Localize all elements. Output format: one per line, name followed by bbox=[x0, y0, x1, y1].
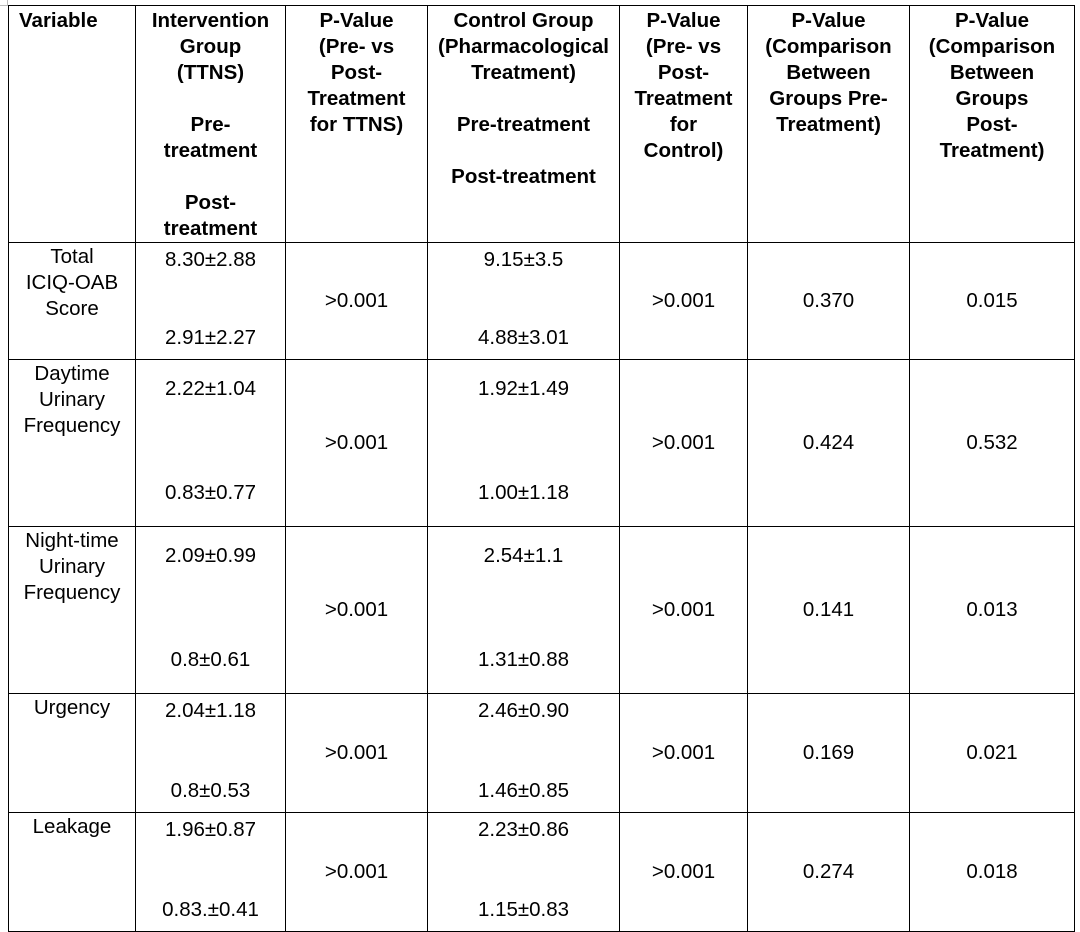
cell-intervention-values bbox=[136, 527, 286, 694]
control-pre: 2.23±0.86 bbox=[477, 818, 570, 841]
cell-variable: Leakage bbox=[9, 813, 136, 932]
cell-intervention-values bbox=[136, 360, 286, 527]
cell-control-values bbox=[428, 243, 620, 360]
cell-p-ttns: >0.001 bbox=[286, 694, 428, 813]
cell-p-ttns: >0.001 bbox=[286, 813, 428, 932]
control-post: 1.00±1.18 bbox=[477, 481, 570, 504]
intervention-post: 0.8±0.61 bbox=[170, 648, 251, 671]
cell-p-between-pre: 0.169 bbox=[748, 694, 910, 813]
cell-intervention-values bbox=[136, 243, 286, 360]
control-pre: 1.92±1.49 bbox=[477, 377, 570, 400]
results-table bbox=[8, 5, 1075, 932]
cell-variable: Total ICIQ-OAB Score bbox=[9, 243, 136, 360]
cell-p-between-pre: 0.370 bbox=[748, 243, 910, 360]
header-p-value-control: P-Value (Pre- vs Post- Treatment for Control) bbox=[620, 6, 748, 243]
cell-p-between-post: 0.532 bbox=[910, 360, 1075, 527]
control-pre: 2.54±1.1 bbox=[483, 544, 564, 567]
header-p-value-ttns: P-Value (Pre- vs Post- Treatment for TTNS) bbox=[286, 6, 428, 243]
table-row bbox=[9, 694, 1075, 813]
cell-p-between-post: 0.021 bbox=[910, 694, 1075, 813]
header-p-value-between-post: P-Value (Comparison Between Groups Post- Treatment) bbox=[910, 6, 1075, 243]
table-row bbox=[9, 527, 1075, 694]
cell-p-control: >0.001 bbox=[620, 813, 748, 932]
cell-control-values bbox=[428, 813, 620, 932]
control-pre: 9.15±3.5 bbox=[483, 248, 564, 271]
cell-p-ttns: >0.001 bbox=[286, 360, 428, 527]
cell-control-values bbox=[428, 694, 620, 813]
intervention-post: 0.83.±0.41 bbox=[162, 898, 259, 921]
cell-p-between-post: 0.013 bbox=[910, 527, 1075, 694]
intervention-pre: 2.22±1.04 bbox=[164, 377, 257, 400]
intervention-pre: 2.04±1.18 bbox=[164, 699, 257, 722]
cell-intervention-values bbox=[136, 694, 286, 813]
cell-variable: Night-time Urinary Frequency bbox=[9, 527, 136, 694]
cell-p-ttns: >0.001 bbox=[286, 527, 428, 694]
cell-p-between-post: 0.018 bbox=[910, 813, 1075, 932]
control-post: 1.15±0.83 bbox=[477, 898, 570, 921]
intervention-post: 2.91±2.27 bbox=[164, 326, 257, 349]
header-variable: Variable bbox=[9, 6, 136, 243]
cell-p-between-post: 0.015 bbox=[910, 243, 1075, 360]
header-intervention-group: Intervention Group (TTNS) Pre- treatment Post- treatment bbox=[136, 6, 286, 243]
table-row bbox=[9, 360, 1075, 527]
cell-p-control: >0.001 bbox=[620, 360, 748, 527]
cell-control-values bbox=[428, 527, 620, 694]
cell-p-between-pre: 0.274 bbox=[748, 813, 910, 932]
table-row bbox=[9, 243, 1075, 360]
intervention-post: 0.83±0.77 bbox=[164, 481, 257, 504]
header-p-value-between-pre: P-Value (Comparison Between Groups Pre- Treatment) bbox=[748, 6, 910, 243]
header-row bbox=[9, 6, 1075, 243]
control-post: 4.88±3.01 bbox=[477, 326, 570, 349]
cell-p-control: >0.001 bbox=[620, 527, 748, 694]
cell-control-values bbox=[428, 360, 620, 527]
cell-p-ttns: >0.001 bbox=[286, 243, 428, 360]
control-pre: 2.46±0.90 bbox=[477, 699, 570, 722]
intervention-pre: 1.96±0.87 bbox=[164, 818, 257, 841]
cell-p-control: >0.001 bbox=[620, 694, 748, 813]
cell-p-control: >0.001 bbox=[620, 243, 748, 360]
cell-p-between-pre: 0.424 bbox=[748, 360, 910, 527]
cell-intervention-values bbox=[136, 813, 286, 932]
intervention-pre: 8.30±2.88 bbox=[164, 248, 257, 271]
cell-p-between-pre: 0.141 bbox=[748, 527, 910, 694]
cell-variable: Daytime Urinary Frequency bbox=[9, 360, 136, 527]
window-corner-marker bbox=[0, 0, 8, 6]
table-row bbox=[9, 813, 1075, 932]
intervention-pre: 2.09±0.99 bbox=[164, 544, 257, 567]
intervention-post: 0.8±0.53 bbox=[170, 779, 251, 802]
control-post: 1.46±0.85 bbox=[477, 779, 570, 802]
header-control-group: Control Group (Pharmacological Treatment) Pre-treatment Post-treatment bbox=[428, 6, 620, 243]
control-post: 1.31±0.88 bbox=[477, 648, 570, 671]
cell-variable: Urgency bbox=[9, 694, 136, 813]
